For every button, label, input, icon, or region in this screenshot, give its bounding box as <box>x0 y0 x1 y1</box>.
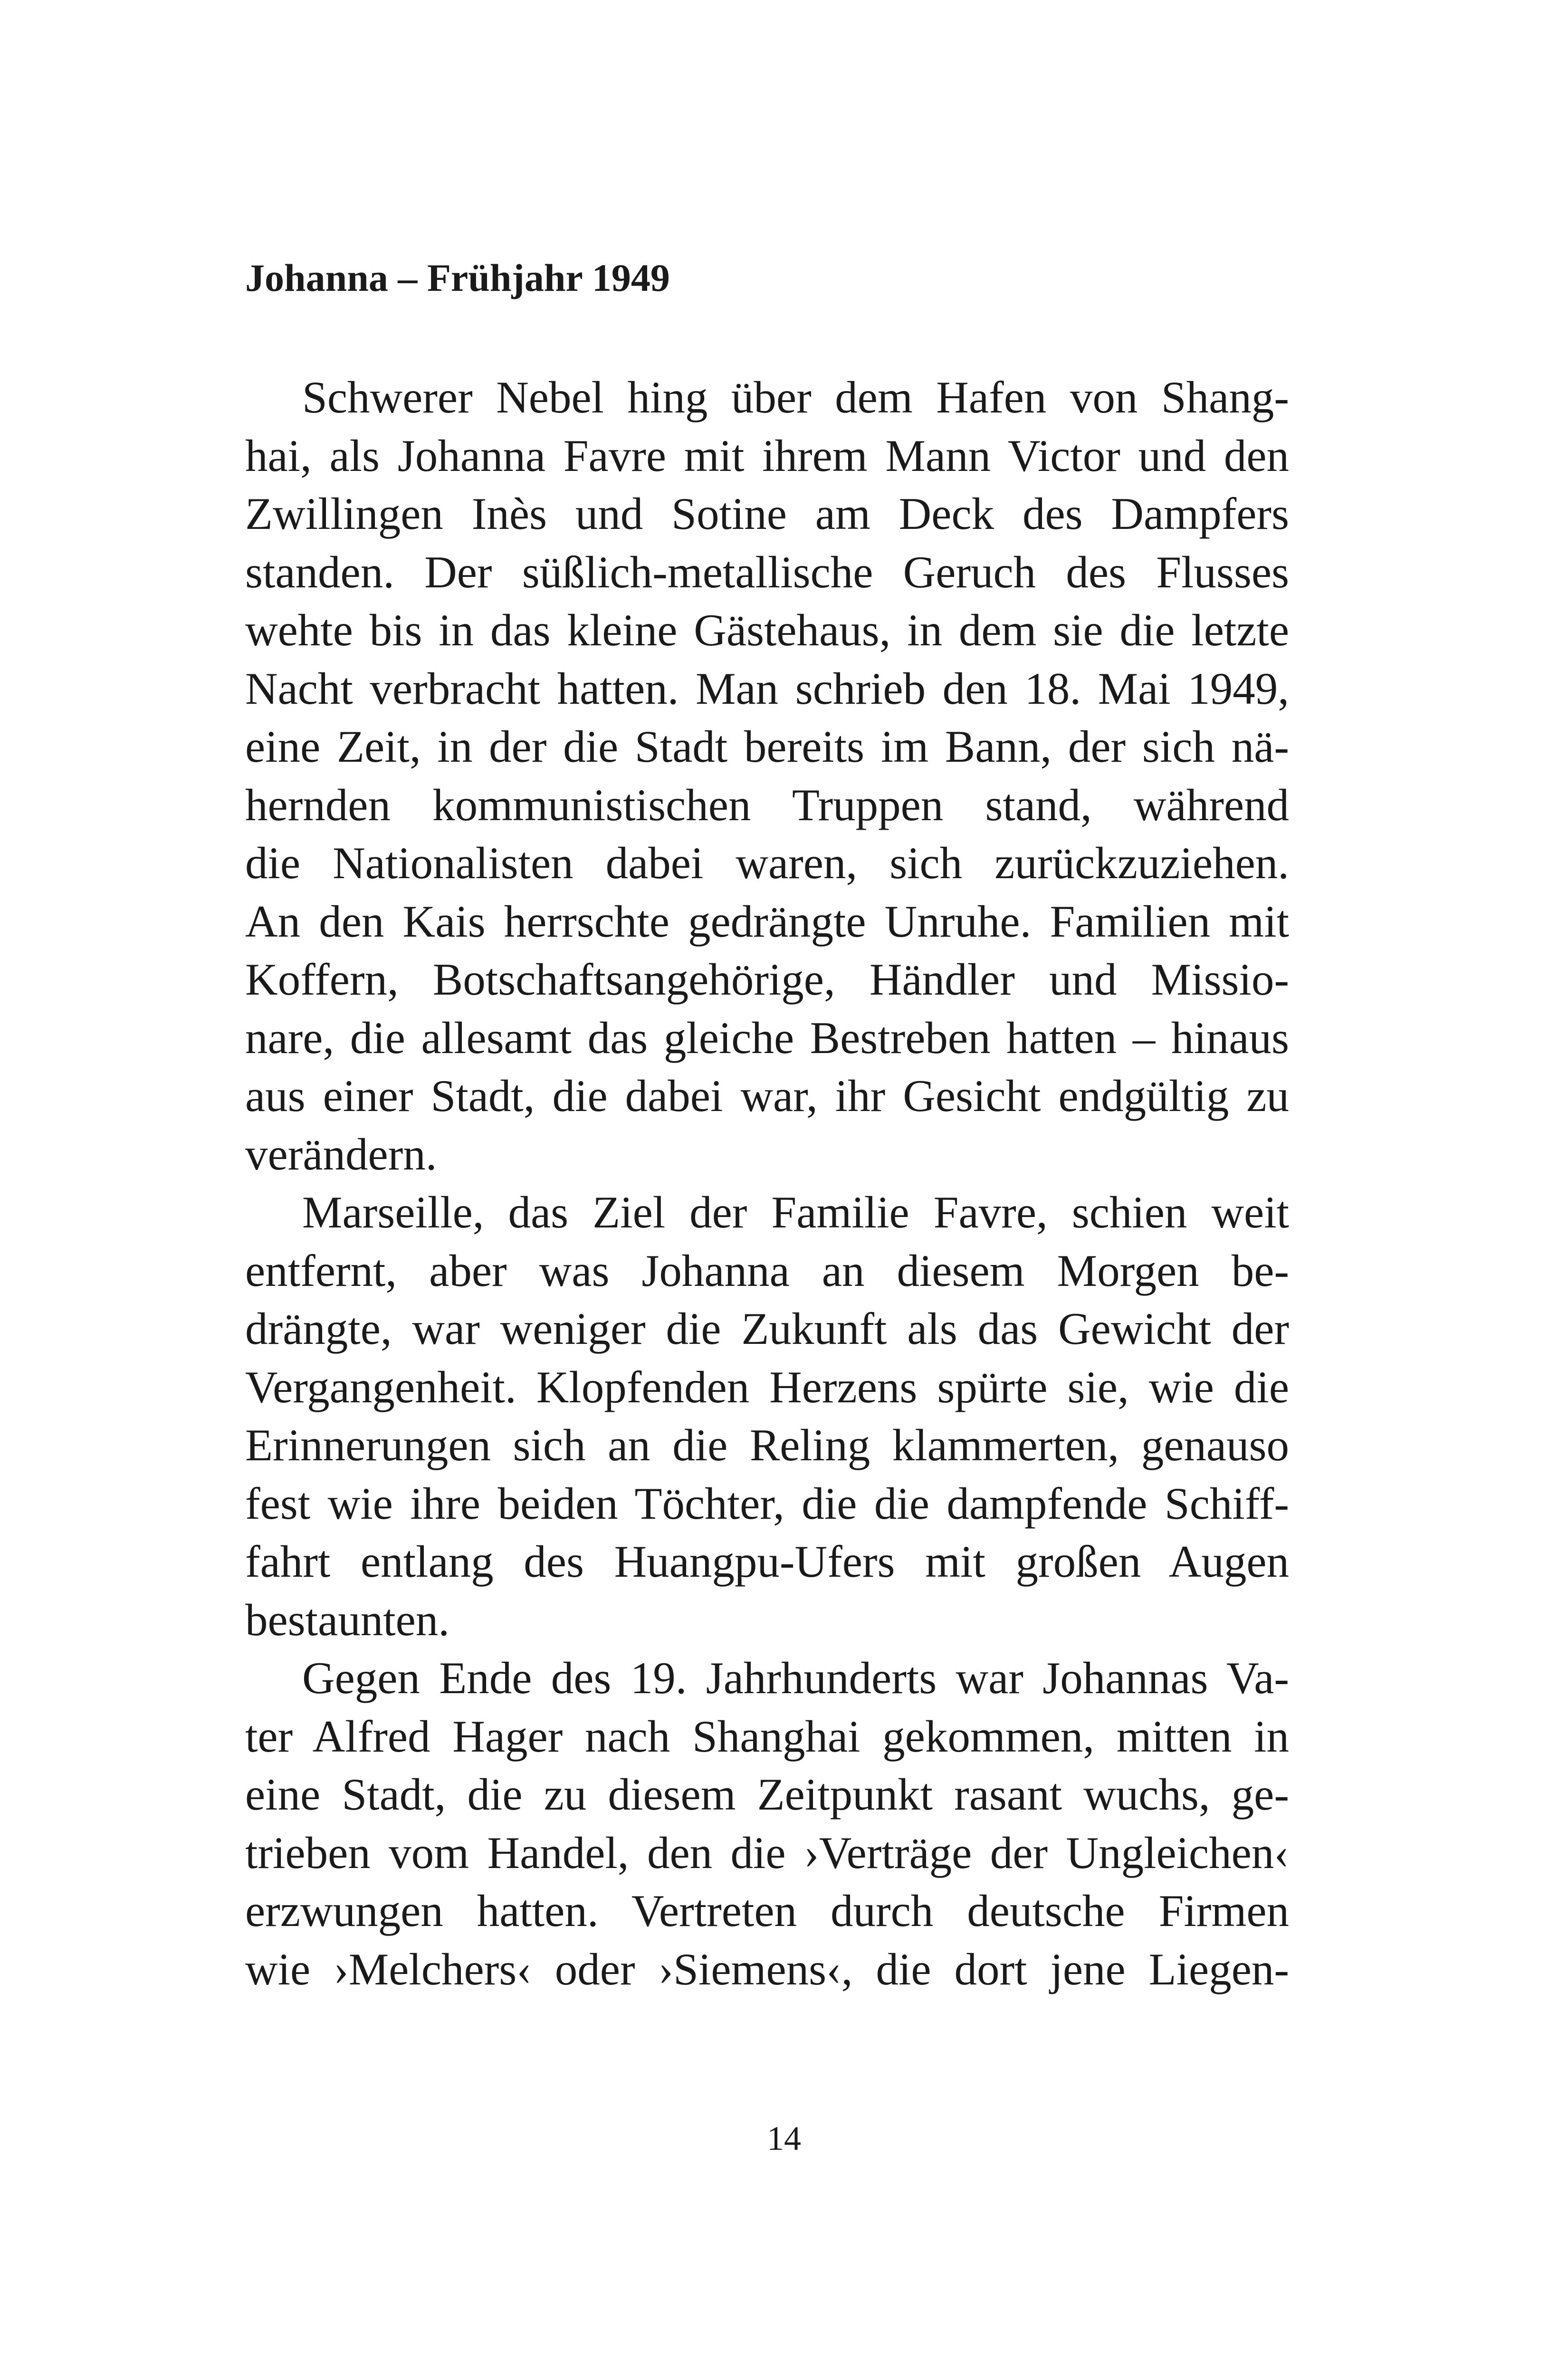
text-line: hai, als Johanna Favre mit ihrem Mann Victor und den <box>245 430 1289 481</box>
page-number: 14 <box>767 2119 801 2157</box>
text-line: Zwillingen Inès und Sotine am Deck des Dampfers <box>245 489 1289 539</box>
chapter-heading: Johanna – Frühjahr 1949 <box>245 256 670 299</box>
text-line: standen. Der süßlich-metallische Geruch des Flusses <box>245 546 1289 597</box>
text-line: fahrt entlang des Huangpu-Ufers mit großen Augen <box>245 1536 1289 1587</box>
text-line: Vergangenheit. Klopfenden Herzens spürte sie, wie die <box>245 1361 1289 1412</box>
text-line: hernden kommunistischen Truppen stand, während <box>245 779 1289 830</box>
paragraph-3 <box>245 1649 1289 1998</box>
text-line: Koffern, Botschaftsangehörige, Händler und Missio- <box>245 954 1289 1005</box>
text-line: Gegen Ende des 19. Jahrhunderts war Johannas Va- <box>302 1653 1289 1703</box>
text-line: aus einer Stadt, die dabei war, ihr Gesicht endgültig zu <box>245 1071 1289 1121</box>
text-line: Marseille, das Ziel der Familie Favre, schien weit <box>302 1187 1289 1237</box>
text-line: Erinnerungen sich an die Reling klammerten, genauso <box>245 1420 1289 1470</box>
text-line: drängte, war weniger die Zukunft als das Gewicht der <box>245 1303 1289 1354</box>
text-block <box>245 252 1289 1998</box>
text-line: verändern. <box>245 1129 437 1179</box>
text-line: bestaunten. <box>245 1594 450 1645</box>
text-line: trieben vom Handel, den die ›Verträge der Ungleichen‹ <box>245 1827 1289 1878</box>
paragraph-1 <box>245 368 1289 1183</box>
text-line: entfernt, aber was Johanna an diesem Morgen be- <box>245 1245 1289 1296</box>
text-line: eine Stadt, die zu diesem Zeitpunkt rasant wuchs, ge- <box>245 1769 1289 1820</box>
text-line: eine Zeit, in der die Stadt bereits im Bann, der sich nä- <box>245 721 1289 772</box>
text-line: ter Alfred Hager nach Shanghai gekommen, mitten in <box>245 1711 1289 1762</box>
text-line: wie ›Melchers‹ oder ›Siemens‹, die dort jene Liegen- <box>245 1944 1289 1994</box>
text-line: An den Kais herrschte gedrängte Unruhe. Familien mit <box>245 896 1289 947</box>
text-line: Schwerer Nebel hing über dem Hafen von Shang- <box>302 372 1289 422</box>
text-line: die Nationalisten dabei waren, sich zurückzuziehen. <box>245 838 1289 888</box>
paragraph-2 <box>245 1183 1289 1649</box>
text-line: erzwungen hatten. Vertreten durch deutsche Firmen <box>245 1886 1289 1936</box>
text-line: Nacht verbracht hatten. Man schrieb den 18. Mai 1949, <box>245 663 1289 714</box>
text-line: wehte bis in das kleine Gästehaus, in dem sie die letzte <box>245 605 1289 655</box>
text-line: fest wie ihre beiden Töchter, die die dampfende Schiff- <box>245 1478 1289 1529</box>
text-line: nare, die allesamt das gleiche Bestreben hatten – hinaus <box>245 1012 1289 1063</box>
